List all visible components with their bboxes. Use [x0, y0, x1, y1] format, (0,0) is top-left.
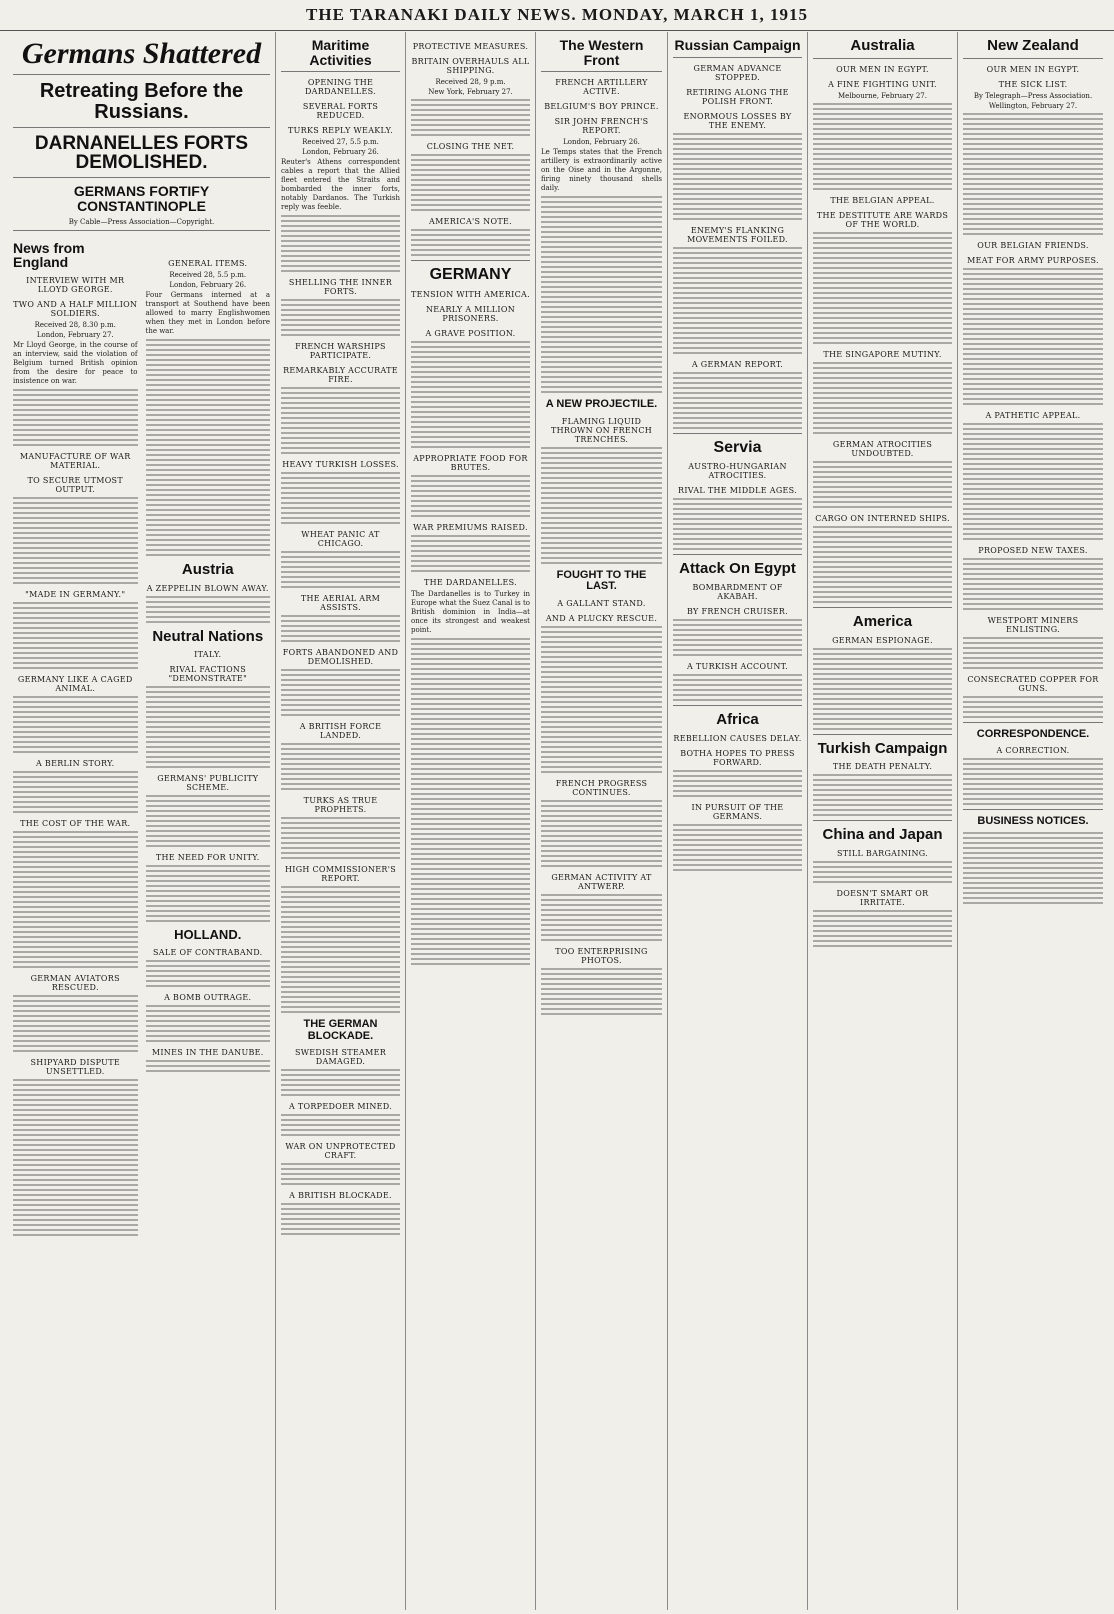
- article-text-filler: [963, 637, 1103, 669]
- article-text-filler: [673, 372, 802, 429]
- section-german-blockade: THE GERMAN BLOCKADE.: [303, 1018, 378, 1042]
- dateline: Received 28, 5.5 p.m.: [169, 270, 247, 279]
- article-text-filler: [813, 232, 952, 344]
- subhead-rival-factions: RIVAL FACTIONS "DEMONSTRATE": [168, 665, 248, 684]
- subhead: TOO ENTERPRISING PHOTOS.: [555, 947, 648, 966]
- article-text-filler: [813, 861, 952, 883]
- article-text-filler: [13, 497, 138, 584]
- subhead: WAR ON UNPROTECTED CRAFT.: [285, 1142, 396, 1161]
- article-text-filler: [813, 526, 952, 603]
- subhead: HIGH COMMISSIONER'S REPORT.: [284, 865, 397, 884]
- dateline: Received 27, 5.5 p.m.: [302, 138, 379, 147]
- subhead: OPENING THE DARDANELLES.: [304, 78, 377, 97]
- article-text-filler: [13, 602, 138, 669]
- section-america: America: [852, 612, 913, 630]
- section-germany: GERMANY: [429, 266, 512, 283]
- subhead: A GRAVE POSITION.: [425, 328, 516, 338]
- article-text-filler: [281, 1069, 400, 1096]
- divider: [963, 809, 1103, 810]
- divider: [13, 74, 270, 75]
- divider: [673, 57, 802, 58]
- column-1: [8, 32, 276, 1610]
- subhead: THE SICK LIST.: [998, 79, 1068, 89]
- article-text-filler: [963, 696, 1103, 718]
- subhead: BELGIUM'S BOY PRINCE.: [544, 102, 659, 112]
- article-text-filler: [146, 686, 271, 768]
- article-text-filler: [541, 894, 662, 941]
- article-text-filler: [281, 1163, 400, 1185]
- england-right: [146, 235, 271, 1239]
- england-left: [13, 235, 138, 1239]
- article-text-filler: [146, 596, 271, 623]
- subhead: NEARLY A MILLION PRISONERS.: [425, 304, 516, 323]
- section-fought-to-last: FOUGHT TO THE LAST.: [556, 568, 647, 593]
- headline-new-zealand: New Zealand: [987, 37, 1079, 54]
- subhead: GERMAN ATROCITIES UNDOUBTED.: [832, 439, 933, 458]
- article-text-filler: [813, 103, 952, 190]
- subhead-general-items: GENERAL ITEMS.: [168, 258, 248, 268]
- subhead-german-aviators: GERMAN AVIATORS RESCUED.: [30, 974, 120, 993]
- subhead: GERMAN ADVANCE STOPPED.: [693, 63, 782, 82]
- article-text-filler: [281, 817, 400, 859]
- article-text-filler: [541, 968, 662, 1015]
- subhead: WAR PREMIUMS RAISED.: [413, 522, 528, 532]
- headline-russian-campaign: Russian Campaign: [674, 37, 801, 53]
- subhead: THE DESTITUTE ARE WARDS OF THE WORLD.: [816, 210, 949, 229]
- article-text-filler: [411, 341, 530, 448]
- section-turkish-campaign: Turkish Campaign: [817, 739, 948, 757]
- subhead: BY FRENCH CRUISER.: [687, 607, 788, 617]
- subhead-mines-danube: MINES IN THE DANUBE.: [151, 1047, 264, 1057]
- subhead: APPROPRIATE FOOD FOR BRUTES.: [413, 453, 528, 472]
- article-text-filler: [281, 387, 400, 454]
- article-text-filler: [963, 268, 1103, 405]
- subhead: OUR MEN IN EGYPT.: [986, 64, 1080, 74]
- article-text-filler: [281, 886, 400, 1013]
- subhead: REMARKABLY ACCURATE FIRE.: [283, 366, 398, 385]
- divider: [813, 58, 952, 59]
- section-attack-on-egypt: Attack On Egypt: [679, 560, 796, 578]
- headline-germans-shattered: Germans Shattered: [21, 37, 262, 70]
- article-text-filler: [13, 389, 138, 446]
- subhead-berlin-story: A BERLIN STORY.: [35, 759, 115, 769]
- article-text-filler: [146, 865, 271, 922]
- article-text-filler: [146, 1005, 271, 1042]
- column-7: [958, 32, 1108, 1610]
- column-3: [406, 32, 536, 1610]
- subhead: AUSTRO-HUNGARIAN ATROCITIES.: [688, 462, 787, 481]
- subhead: CLOSING THE NET.: [426, 142, 515, 151]
- subhead: A BRITISH BLOCKADE.: [289, 1191, 392, 1201]
- article-text-filler: [411, 535, 530, 572]
- subhead: A CORRECTION.: [996, 746, 1070, 756]
- subhead: SWEDISH STEAMER DAMAGED.: [294, 1048, 387, 1067]
- section-business-notices: BUSINESS NOTICES.: [977, 815, 1089, 828]
- subhead: OUR BELGIAN FRIENDS.: [977, 240, 1089, 250]
- article-text-filler: [541, 626, 662, 773]
- dateline: London, February 26.: [563, 138, 640, 147]
- subhead-war-material: MANUFACTURE OF WAR MATERIAL.: [19, 452, 131, 471]
- dateline: Wellington, February 27.: [988, 101, 1078, 110]
- dateline: London, February 27.: [36, 331, 114, 340]
- subhead: MEAT FOR ARMY PURPOSES.: [967, 255, 1099, 265]
- subhead: A FINE FIGHTING UNIT.: [828, 79, 937, 89]
- subhead-lloyd-george: INTERVIEW WITH MR LLOYD GEORGE.: [26, 276, 125, 295]
- subhead: SHELLING THE INNER FORTS.: [288, 278, 393, 297]
- article-text-filler: [673, 498, 802, 550]
- article-text-filler: [673, 674, 802, 701]
- subhead: THE DEATH PENALTY.: [832, 762, 933, 772]
- section-holland: HOLLAND.: [174, 927, 242, 943]
- article-text-filler: [673, 770, 802, 797]
- subhead: THE SINGAPORE MUTINY.: [823, 349, 942, 359]
- subhead: BRITAIN OVERHAULS ALL SHIPPING.: [411, 57, 530, 75]
- article-text-filler: [13, 771, 138, 813]
- article-text-filler: [963, 113, 1103, 235]
- section-neutral-nations: Neutral Nations: [152, 627, 264, 645]
- subhead-caged-animal: GERMANY LIKE A CAGED ANIMAL.: [17, 675, 133, 694]
- subhead: FRENCH PROGRESS CONTINUES.: [555, 779, 648, 798]
- article-text-filler: [281, 551, 400, 588]
- article-text-filler: [146, 960, 271, 987]
- dateline: London, February 26.: [302, 148, 379, 157]
- headline-maritime: Maritime Activities: [309, 37, 372, 68]
- article-text-filler: [673, 824, 802, 871]
- article-text-filler: [541, 800, 662, 867]
- subhead: A GALLANT STAND.: [557, 599, 646, 609]
- section-new-projectile: A NEW PROJECTILE.: [545, 398, 658, 411]
- subhead: PROPOSED NEW TAXES.: [978, 545, 1088, 555]
- subhead: WESTPORT MINERS ENLISTING.: [987, 615, 1079, 634]
- divider: [813, 734, 952, 735]
- dateline: Received 28, 8.30 p.m.: [34, 321, 116, 330]
- section-servia: Servia: [713, 438, 762, 456]
- article-text-filler: [281, 215, 400, 272]
- divider: [13, 230, 270, 231]
- column-5: [668, 32, 808, 1610]
- article-text-filler: [13, 696, 138, 753]
- subhead: WHEAT PANIC AT CHICAGO.: [301, 530, 380, 549]
- subhead: AND A PLUCKY RESCUE.: [545, 614, 658, 624]
- article-text-filler: [281, 1203, 400, 1235]
- divider: [963, 58, 1103, 59]
- masthead-title: THE TARANAKI DAILY NEWS. MONDAY, MARCH 1, 1915: [306, 5, 808, 24]
- article-text-filler: [963, 558, 1103, 610]
- article-text-filler: [813, 648, 952, 730]
- subhead: A GERMAN REPORT.: [691, 359, 784, 369]
- subhead-soldiers: TWO AND A HALF MILLION SOLDIERS.: [13, 300, 138, 319]
- divider: [813, 607, 952, 608]
- divider: [813, 820, 952, 821]
- article-text-filler: [673, 619, 802, 656]
- subhead: FRENCH WARSHIPS PARTICIPATE.: [295, 342, 386, 361]
- subhead: IN PURSUIT OF THE GERMANS.: [691, 802, 784, 821]
- article-text-filler: [281, 472, 400, 524]
- article-text-filler: [146, 1060, 271, 1072]
- section-africa: Africa: [716, 711, 759, 729]
- subhead-bomb-outrage: A BOMB OUTRAGE.: [164, 992, 252, 1002]
- article-text: Four Germans interned at a transport at Southend have been allowed to marry Englishwomen when they met in London before the war.: [145, 290, 270, 335]
- subhead-italy: ITALY.: [194, 650, 222, 660]
- divider: [673, 433, 802, 434]
- subhead-unity: THE NEED FOR UNITY.: [155, 853, 260, 863]
- subhead-utmost-output: TO SECURE UTMOST OUTPUT.: [27, 476, 123, 495]
- article-text-filler: [963, 832, 1103, 904]
- article-text-filler: [813, 774, 952, 816]
- article-text-filler: [411, 154, 530, 211]
- subhead: A BRITISH FORCE LANDED.: [299, 722, 382, 741]
- divider: [673, 554, 802, 555]
- masthead: [0, 0, 1114, 31]
- article-text-filler: [411, 638, 530, 965]
- article-text-filler: [813, 910, 952, 947]
- subhead: A TORPEDOER MINED.: [288, 1102, 393, 1112]
- byline: By Cable—Press Association—Copyright.: [68, 217, 215, 226]
- deck-constantinople: GERMANS FORTIFY CONSTANTINOPLE: [73, 183, 210, 215]
- subhead: OUR MEN IN EGYPT.: [836, 64, 929, 74]
- column-6: [808, 32, 958, 1610]
- article-text-filler: [146, 339, 271, 556]
- subhead: SEVERAL FORTS REDUCED.: [302, 102, 379, 121]
- subhead-contraband: SALE OF CONTRABAND.: [153, 947, 263, 957]
- subhead: ENORMOUS LOSSES BY THE ENEMY.: [683, 111, 792, 130]
- article-text-filler: [146, 795, 271, 847]
- dateline: Received 28, 9 p.m.: [435, 78, 506, 86]
- dateline: New York, February 27.: [428, 88, 513, 96]
- deck-dardanelles: DARNANELLES FORTS DEMOLISHED.: [34, 132, 249, 174]
- article-text: Reuter's Athens correspondent cables a report that the Allied fleet entered the Straits and bombarded the inner forts, notably Dardanos. The Turkish reply was feeble.: [281, 158, 400, 212]
- section-china-japan: China and Japan: [822, 826, 943, 844]
- subhead-cost-of-war: THE COST OF THE WAR.: [20, 819, 131, 829]
- subhead: AMERICA'S NOTE.: [429, 217, 512, 226]
- subhead: RIVAL THE MIDDLE AGES.: [678, 486, 797, 496]
- subhead: RETIRING ALONG THE POLISH FRONT.: [686, 87, 789, 106]
- subhead: TENSION WITH AMERICA.: [411, 289, 530, 299]
- article-text-filler: [281, 299, 400, 336]
- subhead: REBELLION CAUSES DELAY.: [673, 733, 802, 743]
- subhead: PROTECTIVE MEASURES.: [412, 42, 529, 51]
- headline-australia: Australia: [850, 37, 915, 54]
- dateline: By Telegraph—Press Association.: [973, 91, 1093, 100]
- divider: [541, 71, 662, 72]
- section-austria: Austria: [181, 560, 234, 578]
- subhead-zeppelin: A ZEPPELIN BLOWN AWAY.: [146, 583, 269, 593]
- article-text-filler: [411, 229, 530, 256]
- subhead: ENEMY'S FLANKING MOVEMENTS FOILED.: [687, 225, 788, 244]
- subhead: BOTHA HOPES TO PRESS FORWARD.: [680, 748, 795, 767]
- article-text-filler: [673, 247, 802, 354]
- subhead: THE DARDANELLES.: [424, 577, 517, 587]
- subhead-made-in-germany: "MADE IN GERMANY.": [25, 590, 126, 600]
- article-text-filler: [813, 362, 952, 434]
- article-text: Mr Lloyd George, in the course of an interview, said the violation of Belgium turned British opinion from the desire for peace to insistence on war.: [13, 341, 138, 386]
- subhead: THE AERIAL ARM ASSISTS.: [300, 594, 381, 613]
- deck-retreating: Retreating Before the Russians.: [39, 79, 244, 123]
- article-text-filler: [13, 995, 138, 1052]
- subhead: FRENCH ARTILLERY ACTIVE.: [555, 78, 648, 97]
- subhead: A PATHETIC APPEAL.: [985, 410, 1081, 420]
- article-text-filler: [541, 196, 662, 393]
- column-4: [536, 32, 668, 1610]
- dateline: London, February 26.: [169, 280, 247, 289]
- subhead: HEAVY TURKISH LOSSES.: [282, 460, 399, 470]
- section-correspondence: CORRESPONDENCE.: [976, 727, 1090, 740]
- headline-western-front: The Western Front: [559, 37, 644, 68]
- article-text-filler: [13, 831, 138, 968]
- subhead-shipyard-dispute: SHIPYARD DISPUTE UNSETTLED.: [30, 1058, 120, 1077]
- article-text-filler: [411, 475, 530, 517]
- divider: [963, 722, 1103, 723]
- article-text-filler: [13, 1079, 138, 1236]
- subhead: CONSECRATED COPPER FOR GUNS.: [967, 674, 1099, 693]
- divider: [673, 705, 802, 706]
- divider: [281, 71, 400, 72]
- subhead: TURKS AS TRUE PROPHETS.: [303, 796, 378, 815]
- article-text-filler: [281, 743, 400, 790]
- subhead: DOESN'T SMART OR IRRITATE.: [836, 889, 929, 907]
- subhead: CARGO ON INTERNED SHIPS.: [815, 513, 950, 523]
- article-text: Le Temps states that the French artillery is extraordinarily active on the Oise and in the Argonne, firing ninety thousand shells daily.: [541, 148, 662, 193]
- subhead-publicity: GERMANS' PUBLICITY SCHEME.: [157, 774, 259, 793]
- article-text-filler: [411, 99, 530, 136]
- article-text-filler: [281, 615, 400, 642]
- subhead: A TURKISH ACCOUNT.: [687, 662, 788, 672]
- england-subcolumns: [13, 235, 270, 1239]
- subhead: GERMAN ACTIVITY AT ANTWERP.: [551, 873, 652, 892]
- columns: [8, 32, 1108, 1610]
- article-text-filler: [963, 423, 1103, 540]
- article-text-filler: [541, 447, 662, 564]
- subhead: FORTS ABANDONED AND DEMOLISHED.: [282, 648, 399, 667]
- article-text-filler: [963, 758, 1103, 805]
- subhead: SIR JOHN FRENCH'S REPORT.: [554, 117, 649, 136]
- divider: [13, 177, 270, 178]
- subhead: THE BELGIAN APPEAL.: [830, 195, 935, 205]
- divider: [13, 127, 270, 128]
- section-news-from-england: News from England: [13, 239, 85, 271]
- column-2: [276, 32, 406, 1610]
- divider: [411, 260, 530, 261]
- article-text-filler: [281, 1114, 400, 1136]
- subhead: BOMBARDMENT OF AKABAH.: [692, 583, 783, 602]
- article-text-filler: [281, 669, 400, 716]
- subhead: STILL BARGAINING.: [836, 849, 929, 858]
- article-text: The Dardanelles is to Turkey in Europe what the Suez Canal is to British dominion in India—at once its strongest and weakest point.: [411, 589, 530, 634]
- subhead: GERMAN ESPIONAGE.: [832, 635, 933, 645]
- dateline: Melbourne, February 27.: [838, 91, 927, 100]
- article-text-filler: [813, 461, 952, 508]
- subhead: FLAMING LIQUID THROWN ON FRENCH TRENCHES.: [550, 416, 653, 444]
- article-text-filler: [673, 133, 802, 220]
- subhead: TURKS REPLY WEAKLY.: [287, 126, 394, 136]
